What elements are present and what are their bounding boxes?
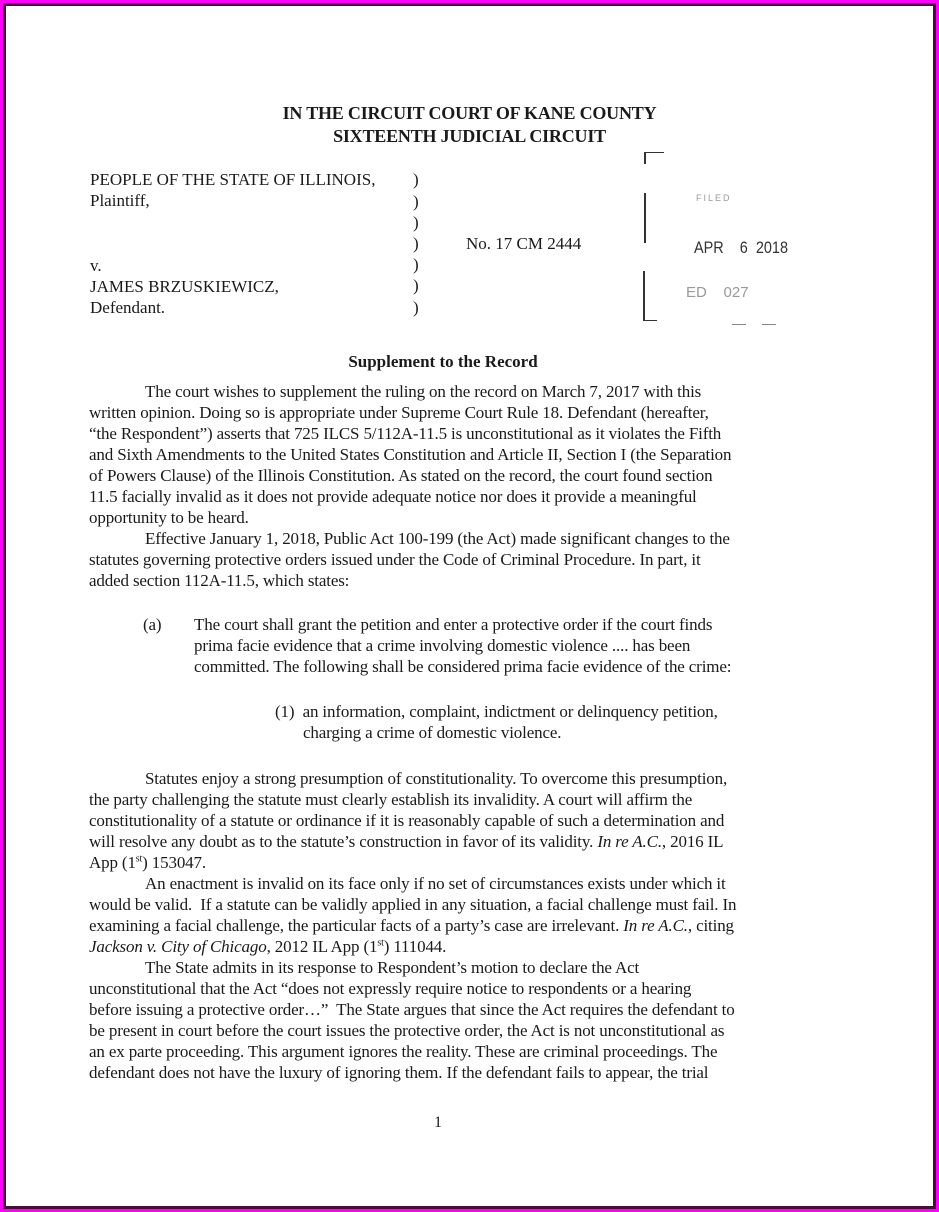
text-line: statutes governing protective orders issued under the Code of Criminal Procedure. In part, it [89,550,701,569]
text-line: be present in court before the court issues the protective order, the Act is not unconstitutional as [89,1021,725,1040]
text-run: ) 111044. [383,937,447,956]
text-line: the party challenging the statute must clearly establish its invalidity. A court will affirm the [89,790,693,809]
text-line: unconstitutional that the Act “does not expressly require notice to respondents or a hearing [89,979,692,998]
text-line: would be valid. If a statute can be validly applied in any situation, a facial challenge must fail. In [89,895,737,914]
defendant-name: JAMES BRZUSKIEWICZ, [90,277,279,296]
caption-bracket: ) [413,255,419,274]
text-line: Effective January 1, 2018, Public Act 100-199 (the Act) made significant changes to the [145,529,730,548]
text-line: Statutes enjoy a strong presumption of constitutionality. To overcome this presumption, [145,769,728,788]
caption-bracket: ) [413,234,419,253]
case-citation: In re A.C. [597,832,662,851]
case-citation: Jackson v. City of Chicago [89,937,267,956]
subsection-label: (a) [143,615,162,634]
text-run: App (1 [89,853,136,872]
text-line: charging a crime of domestic violence. [303,723,562,742]
text-line: of Powers Clause) of the Illinois Constitution. As stated on the record, the court found section [89,466,713,485]
text-run: ) 153047. [142,853,206,872]
text-line: added section 112A-11.5, which states: [89,571,350,590]
text-line: The State admits in its response to Respondent’s motion to declare the Act [145,958,640,977]
page-number: 1 [434,1114,442,1131]
document-page [6,6,933,1206]
text-run: , citing [687,916,734,935]
text-line [89,916,734,936]
text-line: defendant does not have the luxury of ignoring them. If the defendant fails to appear, the trial [89,1063,709,1082]
text-line: constitutionality of a statute or ordinance if it is reasonably capable of such a determination and [89,811,725,830]
text-line: An enactment is invalid on its face only if no set of circumstances exists under which it [145,874,726,893]
case-number: No. 17 CM 2444 [466,234,582,253]
text-run: , 2016 IL [661,832,724,851]
caption-bracket: ) [413,170,419,189]
stamp-filed-text: FILED [696,193,732,203]
stamp-number: ED 027 [686,284,749,301]
court-name: IN THE CIRCUIT COURT OF KANE COUNTY [282,103,657,123]
text-line: written opinion. Doing so is appropriate under Supreme Court Rule 18. Defendant (hereafter, [89,403,709,422]
text-line: prima facie evidence that a crime involving domestic violence .... has been [194,636,691,655]
caption-bracket: ) [413,192,419,211]
caption-bracket: ) [413,213,419,232]
text-line: 11.5 facially invalid as it does not provide adequate notice nor does it provide a meaningful [89,487,697,506]
text-line: (1) an information, complaint, indictment or delinquency petition, [275,702,718,721]
text-line: and Sixth Amendments to the United States Constitution and Article II, Section I (the Separation [89,445,732,464]
plaintiff-role: Plaintiff, [90,191,150,210]
text-line: “the Respondent”) asserts that 725 ILCS 5/112A-11.5 is unconstitutional as it violates the Fifth [89,424,722,443]
text-line [89,937,446,957]
text-run: examining a facial challenge, the particular facts of a party’s case are irrelevant. [89,916,624,935]
plaintiff-name: PEOPLE OF THE STATE OF ILLINOIS, [90,170,376,189]
document-title: Supplement to the Record [348,352,538,371]
text-line: The court shall grant the petition and enter a protective order if the court finds [194,615,713,634]
text-run: will resolve any doubt as to the statute’s construction in favor of its validity. [89,832,598,851]
caption-bracket: ) [413,276,419,295]
versus: v. [90,256,102,275]
defendant-role: Defendant. [90,298,166,317]
text-line: before issuing a protective order…” The State argues that since the Act requires the defendant to [89,1000,735,1019]
superscript: st [135,853,143,865]
text-line: committed. The following shall be considered prima facie evidence of the crime: [194,657,732,676]
caption-bracket: ) [413,298,419,317]
text-line [89,832,723,852]
superscript: st [377,937,384,949]
text-line [89,853,206,873]
case-citation: In re A.C. [623,916,688,935]
judicial-circuit: SIXTEENTH JUDICIAL CIRCUIT [333,126,606,146]
text-line: an ex parte proceeding. This argument ignores the reality. These are criminal proceedings. The [89,1042,718,1061]
text-line: opportunity to be heard. [89,508,249,527]
stamp-date: APR 6 2018 [694,238,788,257]
text-line: The court wishes to supplement the ruling on the record on March 7, 2017 with this [145,382,702,401]
text-run: , 2012 IL App (1 [266,937,378,956]
